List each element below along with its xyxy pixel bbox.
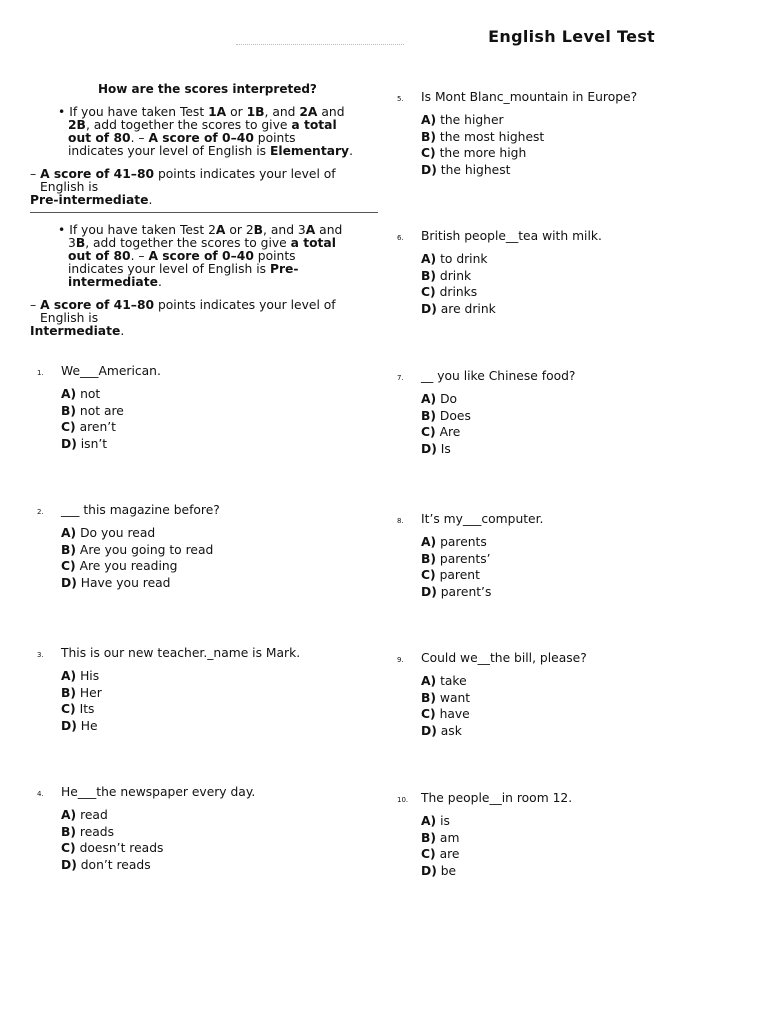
option-text: Is — [440, 441, 451, 456]
option-text: Do you read — [80, 526, 156, 540]
text-run: English is — [40, 180, 99, 194]
answer-option — [421, 863, 459, 880]
option-text: the highest — [440, 162, 511, 177]
text-run: Pre- — [269, 262, 299, 276]
option-text: read — [80, 808, 108, 822]
text-run: A score of 0–40 — [148, 131, 254, 145]
text-run: out of 80 — [68, 131, 131, 145]
scores-heading: How are the scores interpreted? — [98, 82, 317, 96]
text-run: . – — [130, 249, 149, 263]
option-letter: B) — [61, 542, 76, 557]
option-letter: C) — [61, 420, 76, 434]
option-letter: D) — [421, 584, 437, 599]
answer-option — [61, 542, 213, 559]
option-text: want — [439, 690, 471, 705]
answer-option — [421, 129, 544, 146]
option-letter: C) — [61, 559, 76, 573]
text-run: . — [148, 193, 153, 207]
answer-option — [421, 584, 491, 601]
answer-option — [61, 824, 163, 841]
text-run: points — [253, 131, 296, 145]
answer-option — [61, 575, 213, 592]
option-letter: B) — [61, 824, 76, 839]
option-text: Her — [79, 685, 102, 700]
option-letter: A) — [421, 674, 437, 688]
text-run: and — [317, 105, 345, 119]
text-run: A score of 41–80 — [40, 167, 155, 181]
answer-options — [61, 668, 102, 734]
title-underline-decoration — [236, 44, 404, 49]
option-letter: A) — [421, 535, 437, 549]
question-number: 2. — [37, 508, 44, 516]
answer-option — [421, 673, 470, 690]
answer-option — [421, 284, 496, 301]
answer-option — [421, 706, 470, 723]
answer-options — [61, 807, 163, 873]
question-stem: British people__tea with milk. — [421, 229, 602, 243]
question-stem: He___the newspaper every day. — [61, 785, 256, 799]
option-letter: B) — [421, 408, 436, 423]
answer-option — [61, 668, 102, 685]
option-letter: C) — [61, 841, 76, 855]
answer-option — [421, 391, 471, 408]
option-text: are — [439, 847, 460, 861]
text-run: indicates your level of English is — [68, 144, 270, 158]
text-run: , and 3 — [263, 223, 306, 237]
answer-option — [421, 551, 491, 568]
question-stem: It’s my___computer. — [421, 512, 544, 526]
option-letter: C) — [421, 568, 436, 582]
bullet-glyph: • — [58, 105, 66, 119]
option-letter: B) — [421, 690, 436, 705]
option-text: am — [439, 830, 460, 845]
answer-option — [61, 701, 102, 718]
option-text: He — [80, 718, 98, 733]
answer-option — [421, 723, 470, 740]
answer-option — [61, 840, 163, 857]
option-letter: C) — [421, 285, 436, 299]
option-text: reads — [79, 824, 115, 839]
option-text: are drink — [440, 301, 496, 316]
text-run: points indicates your level of — [154, 167, 336, 181]
question-number: 9. — [397, 656, 404, 664]
option-text: the more high — [439, 146, 527, 160]
question-number: 3. — [37, 651, 44, 659]
text-run: . — [120, 324, 125, 338]
option-text: doesn’t reads — [79, 841, 164, 855]
text-run: 1A — [208, 105, 227, 119]
answer-option — [421, 830, 459, 847]
option-letter: A) — [421, 392, 437, 406]
option-letter: C) — [421, 707, 436, 721]
text-run: . — [349, 144, 353, 158]
text-run: intermediate — [68, 275, 158, 289]
option-letter: C) — [421, 146, 436, 160]
option-text: be — [440, 863, 457, 878]
answer-option — [421, 441, 471, 458]
question-stem: Is Mont Blanc_mountain in Europe? — [421, 90, 638, 104]
option-text: drinks — [439, 285, 478, 299]
text-run: English is — [40, 311, 99, 325]
answer-option — [421, 268, 496, 285]
option-letter: B) — [61, 403, 76, 418]
question-stem: This is our new teacher._name is Mark. — [61, 646, 301, 660]
text-run: – — [30, 167, 41, 181]
question-number: 8. — [397, 517, 404, 525]
text-run: A — [305, 223, 316, 237]
text-run: If you have taken Test — [69, 105, 209, 119]
text-run: – — [30, 298, 41, 312]
option-text: His — [80, 669, 100, 683]
option-text: parents’ — [439, 551, 491, 566]
answer-option — [61, 685, 102, 702]
section-divider — [30, 212, 378, 213]
text-run: , and — [264, 105, 300, 119]
option-letter: A) — [61, 669, 77, 683]
option-letter: A) — [61, 526, 77, 540]
answer-option — [61, 525, 213, 542]
text-run: , add together the scores to give — [85, 236, 291, 250]
answer-option — [421, 534, 491, 551]
text-run: . – — [130, 131, 149, 145]
score-line-1 — [30, 168, 375, 207]
option-text: take — [440, 674, 467, 688]
text-run: B — [253, 223, 264, 237]
option-text: to drink — [440, 252, 488, 266]
option-text: Are — [439, 425, 461, 439]
answer-option — [421, 251, 496, 268]
option-letter: D) — [421, 301, 437, 316]
text-run: A score of 0–40 — [148, 249, 254, 263]
score-line-2 — [30, 299, 375, 338]
option-text: don’t reads — [80, 857, 151, 872]
option-letter: D) — [421, 863, 437, 878]
option-letter: D) — [61, 718, 77, 733]
text-run: points — [253, 249, 296, 263]
option-text: isn’t — [80, 436, 108, 451]
text-run: 1B — [246, 105, 265, 119]
answer-option — [421, 301, 496, 318]
text-run: indicates your level of English is — [68, 262, 270, 276]
answer-option — [421, 813, 459, 830]
option-letter: A) — [421, 252, 437, 266]
question-number: 1. — [37, 369, 44, 377]
option-text: Have you read — [80, 575, 171, 590]
option-text: the higher — [440, 113, 504, 127]
answer-option — [421, 690, 470, 707]
option-letter: D) — [421, 723, 437, 738]
option-text: the most highest — [439, 129, 545, 144]
question-stem: The people__in room 12. — [421, 791, 573, 805]
scores-block-2-text — [58, 224, 378, 289]
answer-option — [421, 424, 471, 441]
answer-option — [421, 567, 491, 584]
text-run: A — [215, 223, 226, 237]
option-letter: D) — [421, 441, 437, 456]
answer-options — [421, 391, 471, 457]
answer-option — [421, 408, 471, 425]
answer-option — [421, 145, 544, 162]
option-letter: D) — [61, 857, 77, 872]
text-run: points indicates your level of — [154, 298, 336, 312]
option-text: is — [440, 814, 450, 828]
answer-option — [421, 162, 544, 179]
option-letter: B) — [421, 551, 436, 566]
answer-option — [61, 436, 124, 453]
scores-block-1 — [58, 106, 378, 158]
option-letter: C) — [421, 847, 436, 861]
answer-option — [61, 558, 213, 575]
scores-block-1-text — [58, 106, 378, 158]
text-run: out of 80 — [68, 249, 131, 263]
option-letter: B) — [421, 129, 436, 144]
option-text: parent’s — [440, 584, 492, 599]
answer-options — [61, 386, 124, 452]
option-text: parents — [440, 535, 487, 549]
text-run: A score of 41–80 — [40, 298, 155, 312]
text-run: and — [315, 223, 343, 237]
text-run: or — [226, 105, 247, 119]
answer-options — [61, 525, 213, 591]
option-letter: B) — [421, 830, 436, 845]
option-letter: D) — [61, 575, 77, 590]
question-number: 5. — [397, 95, 404, 103]
text-run: 2A — [299, 105, 318, 119]
text-run: or 2 — [225, 223, 254, 237]
option-letter: C) — [421, 425, 436, 439]
text-run: , add together the scores to give — [85, 118, 292, 132]
option-letter: B) — [421, 268, 436, 283]
text-run: If you have taken Test 2 — [69, 223, 216, 237]
question-number: 10. — [397, 796, 409, 804]
option-letter: A) — [421, 113, 437, 127]
option-text: Are you going to read — [79, 542, 214, 557]
question-number: 7. — [397, 374, 404, 382]
page-title-text: English Level Test — [488, 27, 655, 46]
option-text: parent — [439, 568, 480, 582]
text-run: 3 — [68, 236, 76, 250]
answer-options — [421, 251, 496, 317]
option-text: have — [439, 707, 470, 721]
answer-options — [421, 534, 491, 600]
option-text: not — [80, 387, 101, 401]
level-label: Pre-intermediate — [30, 193, 149, 207]
answer-option — [61, 807, 163, 824]
level-label: Intermediate — [30, 324, 121, 338]
option-text: ask — [440, 723, 462, 738]
answer-option — [61, 857, 163, 874]
option-letter: B) — [61, 685, 76, 700]
option-letter: A) — [421, 814, 437, 828]
answer-option — [61, 386, 124, 403]
option-letter: D) — [421, 162, 437, 177]
answer-options — [421, 112, 544, 178]
text-run: a total — [291, 118, 337, 132]
scores-block-2 — [58, 224, 378, 289]
option-text: not are — [79, 403, 124, 418]
answer-options — [421, 813, 459, 879]
question-stem: ___ this magazine before? — [61, 503, 220, 517]
text-run: B — [75, 236, 86, 250]
question-stem: Could we__the bill, please? — [421, 651, 587, 665]
text-run: 2B — [68, 118, 86, 132]
option-letter: C) — [61, 702, 76, 716]
answer-options — [421, 673, 470, 739]
option-text: Do — [440, 392, 458, 406]
question-number: 4. — [37, 790, 44, 798]
answer-option — [61, 718, 102, 735]
text-run: Elementary — [269, 144, 350, 158]
option-text: Are you reading — [79, 559, 178, 573]
answer-option — [421, 846, 459, 863]
answer-option — [61, 419, 124, 436]
option-text: Does — [439, 408, 471, 423]
answer-option — [61, 403, 124, 420]
text-run: . — [157, 275, 162, 289]
option-text: drink — [439, 268, 472, 283]
option-letter: A) — [61, 808, 77, 822]
option-letter: D) — [61, 436, 77, 451]
option-letter: A) — [61, 387, 77, 401]
bullet-glyph: • — [58, 223, 66, 237]
question-stem: We___American. — [61, 364, 161, 378]
question-number: 6. — [397, 234, 404, 242]
question-stem: __ you like Chinese food? — [421, 369, 576, 383]
answer-option — [421, 112, 544, 129]
text-run: a total — [290, 236, 336, 250]
option-text: aren’t — [79, 420, 116, 434]
option-text: Its — [79, 702, 95, 716]
